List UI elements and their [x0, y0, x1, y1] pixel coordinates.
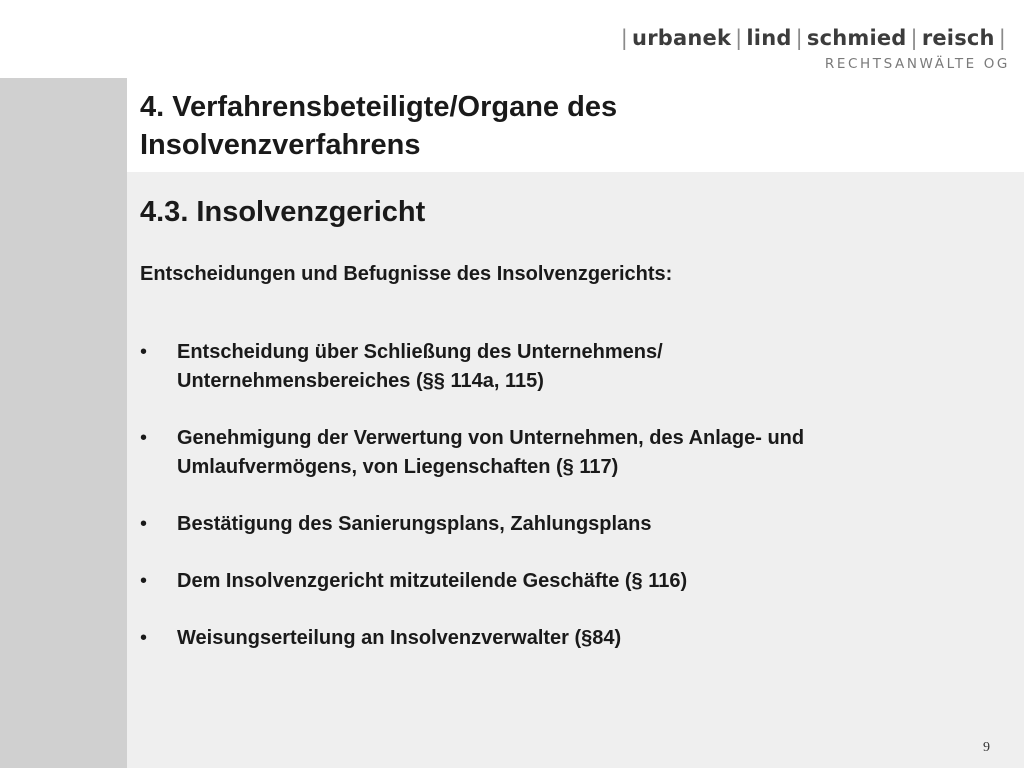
bullet-item: [140, 510, 1000, 539]
bullet-item: [140, 338, 1000, 396]
bullet-text-line: Weisungserteilung an Insolvenzverwalter (§84): [177, 627, 622, 649]
bullet-text-line: Genehmigung der Verwertung von Unternehmen, des Anlage- und: [177, 427, 805, 449]
logo-names: | urbanek | lind | schmied | reisch |: [620, 26, 1006, 50]
bullet-text-line: Umlaufvermögens, von Liegenschaften (§ 117): [177, 456, 619, 478]
bullet-icon: •: [140, 570, 148, 592]
logo-subtitle: RECHTSANWÄLTE OG: [824, 56, 1010, 72]
logo-name: urbanek: [632, 26, 732, 50]
side-bar: [0, 78, 127, 768]
bullet-icon: •: [140, 513, 148, 535]
slide-title-line: Insolvenzverfahrens: [140, 129, 421, 161]
bullet-icon: •: [140, 627, 148, 649]
bullet-text-line: Bestätigung des Sanierungsplans, Zahlungsplans: [177, 513, 652, 535]
section-heading: 4.3. Insolvenzgericht: [140, 196, 426, 228]
bullet-item: [140, 624, 1000, 653]
bullet-text-line: Dem Insolvenzgericht mitzuteilende Geschäfte (§ 116): [177, 570, 688, 592]
bullet-list: [140, 338, 1000, 681]
logo-name: schmied: [806, 26, 907, 50]
firm-logo: [617, 26, 1010, 72]
logo-name: lind: [746, 26, 792, 50]
bullet-text-line: Entscheidung über Schließung des Unternehmens/: [177, 341, 663, 363]
bullet-icon: •: [140, 341, 148, 363]
logo-name: reisch: [921, 26, 995, 50]
slide-title-line: 4. Verfahrensbeteiligte/Organe des: [140, 91, 618, 123]
bullet-item: [140, 424, 1000, 482]
bullet-icon: •: [140, 427, 148, 449]
bullet-text-line: Unternehmensbereiches (§§ 114a, 115): [177, 370, 544, 392]
intro-text: Entscheidungen und Befugnisse des Insolvenzgerichts:: [140, 263, 673, 285]
slide-title: [140, 88, 900, 164]
bullet-item: [140, 567, 1000, 596]
page-number: 9: [983, 740, 990, 755]
